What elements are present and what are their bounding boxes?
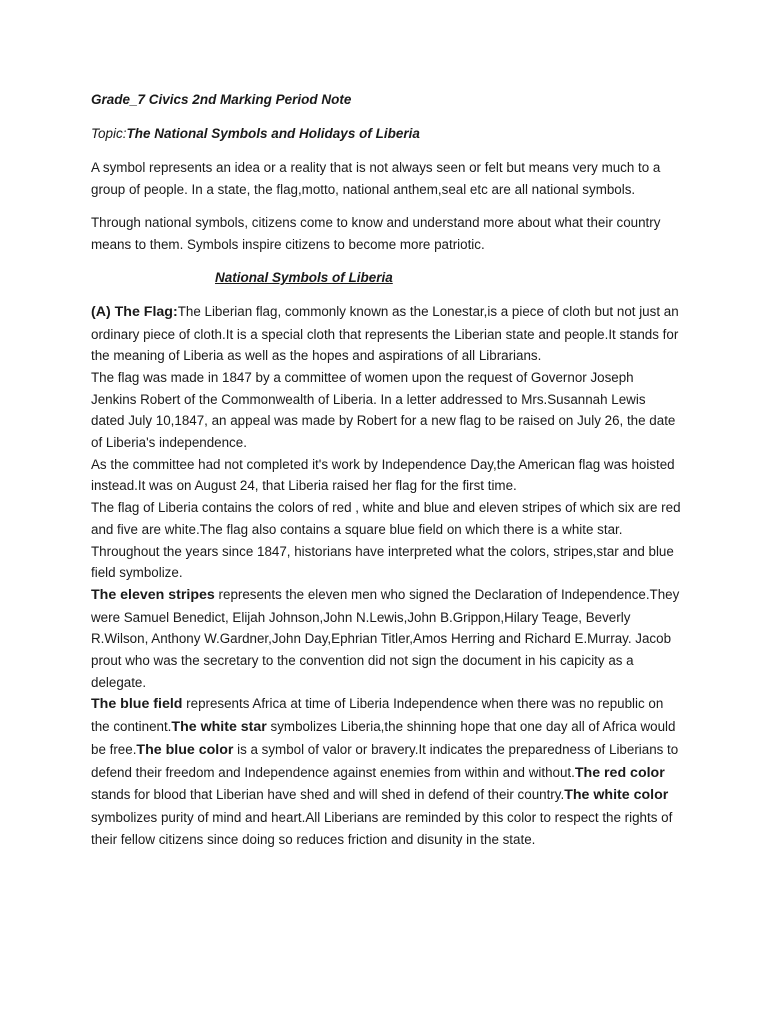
flag-text-1: The Liberian flag, commonly known as the Lonestar,is a piece of cloth but not just an ordinary piece of cloth.It is a special cloth that represents the Liberian state and people.It stands for the meaning of Liberia as well as the hopes and aspirations of all Librarians. (91, 303, 679, 364)
flag-paragraph-1 (91, 301, 681, 367)
white-star-text: symbolizes Liberia,the shinning hope that one day all of Africa would be free. (91, 719, 676, 757)
white-star-term: The white star (171, 719, 267, 736)
red-color-text: stands for blood that Liberian have shed and will shed in defend of their country. (91, 787, 565, 803)
flag-section (91, 301, 681, 851)
section-heading: National Symbols of Liberia (215, 269, 393, 285)
blue-field-text: represents Africa at time of Liberia Independence when there was no republic on the continent. (91, 696, 664, 735)
stripes-paragraph (91, 584, 681, 694)
document-title: Grade_7 Civics 2nd Marking Period Note (91, 92, 352, 107)
blue-color-text: is a symbol of valor or bravery.It indicates the preparedness of Liberians to defend their freedom and Independence against enemies from within and without. (91, 741, 679, 780)
topic-label: Topic: (91, 126, 127, 141)
white-color-text: symbolizes purity of mind and heart.All Liberians are reminded by this color to respect the rights of their fellow citizens since doing so reduces friction and disunity in the state. (91, 809, 673, 847)
stripes-text: represents the eleven men who signed the Declaration of Independence.They were Samuel Benedict, Elijah Johnson,John N.Lewis,John B.Grippon,Hilary Teage, Beverly R.Wilson, Anthony W.Gardner,John Day,Ephrian Titler,Amos Herring and Richard E.Murray. Jacob prout who was the secretary to the convention did not sign the document in his capicity as a delegate. (91, 586, 680, 690)
flag-paragraph-4: The flag of Liberia contains the colors of red , white and blue and eleven stripes of which six are red and five are white.The flag also contains a square blue field on which there is a white star. Throughout the years since 1847, historians have interpreted what the colors, stripes,star and blue field symbolize. (91, 500, 681, 581)
document-page (91, 90, 681, 850)
intro-paragraph-2: Through national symbols, citizens come to know and understand more about what their country means to them. Symbols inspire citizens to become more patriotic. (91, 215, 661, 253)
stripes-term: The eleven stripes (91, 586, 215, 603)
flag-paragraph-2: The flag was made in 1847 by a committee of women upon the request of Governor Joseph Jenkins Robert of the Commonwealth of Liberia. In a letter addressed to Mrs.Susannah Lewis dated July 10,1847, an appeal was made by Robert for a new flag to be raised on July 26, the date of Liberia's independence. (91, 369, 676, 451)
topic-line (91, 124, 681, 144)
blue-field-term: The blue field (91, 696, 183, 713)
flag-heading: (A) The Flag: (91, 303, 178, 320)
blue-color-term: The blue color (136, 741, 234, 758)
intro-paragraph-1: A symbol represents an idea or a reality that is not always seen or felt but means very much to a group of people. In a state, the flag,motto, national anthem,seal etc are all national symbols. (91, 160, 661, 197)
flag-paragraph-3: As the committee had not completed it's work by Independence Day,the American flag was hoisted instead.It was on August 24, that Liberia raised her flag for the first time. (91, 456, 675, 494)
white-color-term: The white color (564, 787, 669, 804)
topic-text: The National Symbols and Holidays of Liberia (126, 126, 420, 141)
red-color-term: The red color (574, 764, 665, 781)
symbols-paragraph (91, 693, 681, 850)
